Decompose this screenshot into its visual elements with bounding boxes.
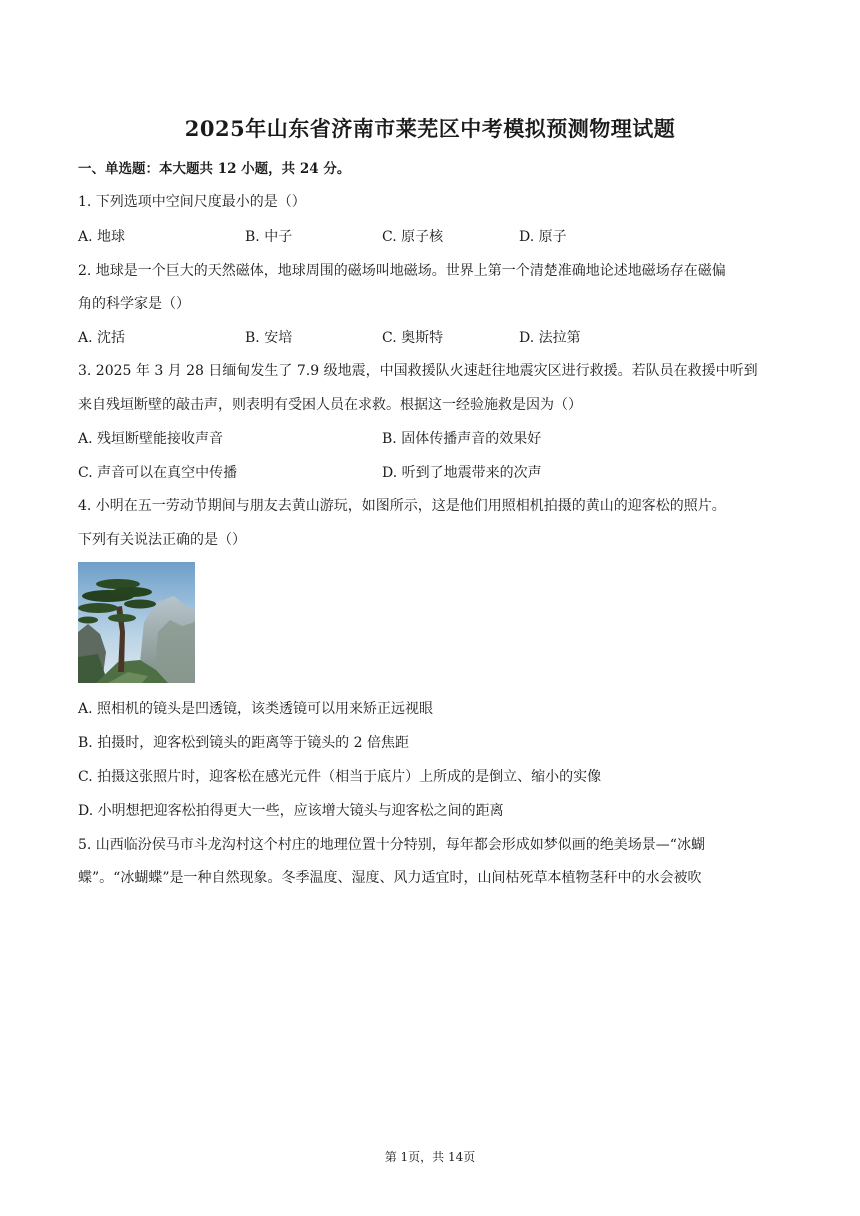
question-1-stem: 1. 下列选项中空间尺度最小的是（） [78,194,306,210]
question-4-option-b: B. 拍摄时，迎客松到镜头的距离等于镜头的 2 倍焦距 [78,735,409,751]
question-3-option-a: A. 残垣断壁能接收声音 [78,431,224,447]
question-3-option-d: D. 听到了地震带来的次声 [382,465,542,481]
question-4-option-a: A. 照相机的镜头是凹透镜，该类透镜可以用来矫正远视眼 [78,701,434,717]
question-4-option-d: D. 小明想把迎客松拍得更大一些，应该增大镜头与迎客松之间的距离 [78,803,504,819]
question-2-option-c: C. 奥斯特 [382,330,444,346]
question-4-line-1: 4. 小明在五一劳动节期间与朋友去黄山游玩，如图所示，这是他们用照相机拍摄的黄山的迎客松的照片。 [78,498,726,514]
question-3-line-1: 3. 2025 年 3 月 28 日缅甸发生了 7.9 级地震，中国救援队火速赶往地震灾区进行救援。若队员在救援中听到 [78,363,758,379]
question-2-option-b: B. 安培 [245,330,293,346]
question-3-option-c: C. 声音可以在真空中传播 [78,465,238,481]
page-footer: 第 1页，共 14页 [384,1150,476,1164]
section-heading: 一、单选题：本大题共 12 小题，共 24 分。 [78,161,351,177]
page-title: 2025年山东省济南市莱芜区中考模拟预测物理试题 [184,116,676,141]
question-2-option-d: D. 法拉第 [519,330,581,346]
welcoming-pine-photo [78,562,195,683]
question-1-option-c: C. 原子核 [382,229,444,245]
question-5-line-1: 5. 山西临汾侯马市斗龙沟村这个村庄的地理位置十分特别，每年都会形成如梦似画的绝美场景—“冰蝴 [78,837,705,853]
question-2-option-a: A. 沈括 [78,330,126,346]
question-3-line-2: 来自残垣断壁的敲击声，则表明有受困人员在求救。根据这一经验施救是因为（） [78,397,582,413]
question-1-option-b: B. 中子 [245,229,293,245]
question-2-line-2: 角的科学家是（） [78,296,190,312]
question-4-option-c: C. 拍摄这张照片时，迎客松在感光元件（相当于底片）上所成的是倒立、缩小的实像 [78,769,602,785]
question-1-option-d: D. 原子 [519,229,567,245]
question-5-line-2: 蝶”。“冰蝴蝶”是一种自然现象。冬季温度、湿度、风力适宜时，山间枯死草本植物茎秆中的水会被吹 [78,870,702,886]
question-3-option-b: B. 固体传播声音的效果好 [382,431,542,447]
question-4-line-2: 下列有关说法正确的是（） [78,532,246,548]
question-1-option-a: A. 地球 [78,229,126,245]
question-2-line-1: 2. 地球是一个巨大的天然磁体，地球周围的磁场叫地磁场。世界上第一个清楚准确地论述地磁场存在磁偏 [78,263,726,279]
